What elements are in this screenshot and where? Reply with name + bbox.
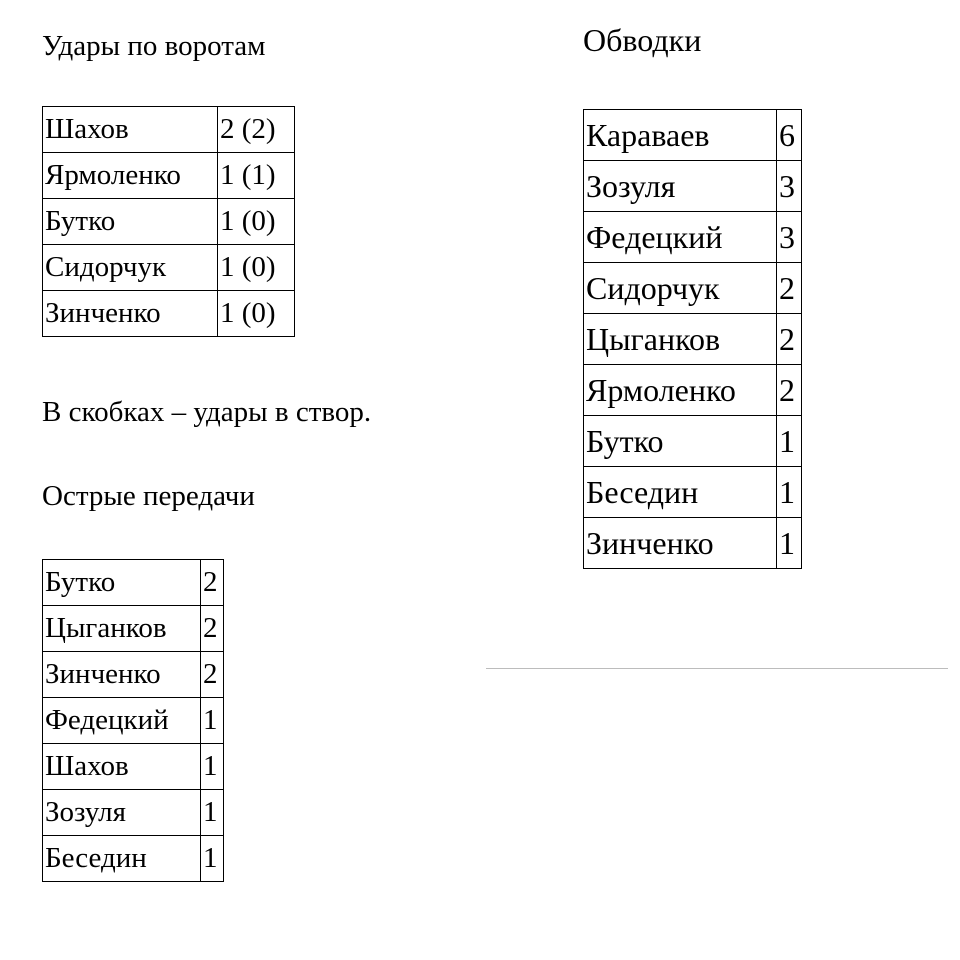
table-row bbox=[43, 698, 224, 744]
table-row bbox=[43, 291, 295, 337]
stat-value-cell: 1 bbox=[201, 836, 224, 882]
table-row bbox=[43, 836, 224, 882]
table-row bbox=[43, 606, 224, 652]
player-name-cell: Цыганков bbox=[584, 314, 777, 365]
player-name-cell: Караваев bbox=[584, 110, 777, 161]
player-name-cell: Зинченко bbox=[584, 518, 777, 569]
table-row bbox=[584, 161, 802, 212]
player-name-cell: Федецкий bbox=[43, 698, 201, 744]
table-row bbox=[43, 107, 295, 153]
stat-value-cell: 1 (0) bbox=[218, 291, 295, 337]
player-name-cell: Бутко bbox=[43, 560, 201, 606]
stat-value-cell: 1 bbox=[777, 467, 802, 518]
dribbles-table bbox=[583, 109, 802, 569]
player-name-cell: Беседин bbox=[584, 467, 777, 518]
table-row bbox=[584, 263, 802, 314]
stat-value-cell: 2 bbox=[201, 652, 224, 698]
player-name-cell: Бутко bbox=[43, 199, 218, 245]
table-row bbox=[43, 199, 295, 245]
table-row bbox=[584, 110, 802, 161]
table-row bbox=[584, 518, 802, 569]
player-name-cell: Сидорчук bbox=[584, 263, 777, 314]
table-row bbox=[43, 560, 224, 606]
player-name-cell: Зозуля bbox=[584, 161, 777, 212]
stat-value-cell: 1 bbox=[777, 416, 802, 467]
player-name-cell: Цыганков bbox=[43, 606, 201, 652]
player-name-cell: Зинченко bbox=[43, 291, 218, 337]
stat-value-cell: 1 (0) bbox=[218, 199, 295, 245]
table-row bbox=[43, 790, 224, 836]
table-row bbox=[43, 652, 224, 698]
stat-value-cell: 6 bbox=[777, 110, 802, 161]
player-name-cell: Федецкий bbox=[584, 212, 777, 263]
table-row bbox=[584, 365, 802, 416]
player-name-cell: Беседин bbox=[43, 836, 201, 882]
horizontal-divider bbox=[486, 668, 948, 669]
stat-value-cell: 1 bbox=[777, 518, 802, 569]
table-row bbox=[584, 467, 802, 518]
stat-value-cell: 1 bbox=[201, 698, 224, 744]
table-row bbox=[584, 314, 802, 365]
shots-heading: Удары по воротам bbox=[42, 30, 266, 62]
key-passes-heading: Острые передачи bbox=[42, 480, 255, 512]
player-name-cell: Шахов bbox=[43, 107, 218, 153]
stat-value-cell: 1 bbox=[201, 744, 224, 790]
player-name-cell: Шахов bbox=[43, 744, 201, 790]
stat-value-cell: 1 bbox=[201, 790, 224, 836]
stat-value-cell: 2 bbox=[777, 314, 802, 365]
stat-value-cell: 2 bbox=[201, 606, 224, 652]
table-row bbox=[43, 744, 224, 790]
stat-value-cell: 1 (1) bbox=[218, 153, 295, 199]
shots-table bbox=[42, 106, 295, 337]
key-passes-table bbox=[42, 559, 224, 882]
player-name-cell: Зинченко bbox=[43, 652, 201, 698]
table-row bbox=[43, 245, 295, 291]
dribbles-heading: Обводки bbox=[583, 22, 702, 58]
stat-value-cell: 3 bbox=[777, 212, 802, 263]
player-name-cell: Сидорчук bbox=[43, 245, 218, 291]
table-row bbox=[584, 416, 802, 467]
table-row bbox=[584, 212, 802, 263]
player-name-cell: Ярмоленко bbox=[43, 153, 218, 199]
player-name-cell: Ярмоленко bbox=[584, 365, 777, 416]
player-name-cell: Зозуля bbox=[43, 790, 201, 836]
stat-value-cell: 3 bbox=[777, 161, 802, 212]
player-name-cell: Бутко bbox=[584, 416, 777, 467]
stat-value-cell: 2 bbox=[777, 365, 802, 416]
stat-value-cell: 2 bbox=[777, 263, 802, 314]
stat-value-cell: 2 bbox=[201, 560, 224, 606]
stat-value-cell: 2 (2) bbox=[218, 107, 295, 153]
stat-value-cell: 1 (0) bbox=[218, 245, 295, 291]
table-row bbox=[43, 153, 295, 199]
shots-note: В скобках – удары в створ. bbox=[42, 396, 372, 428]
